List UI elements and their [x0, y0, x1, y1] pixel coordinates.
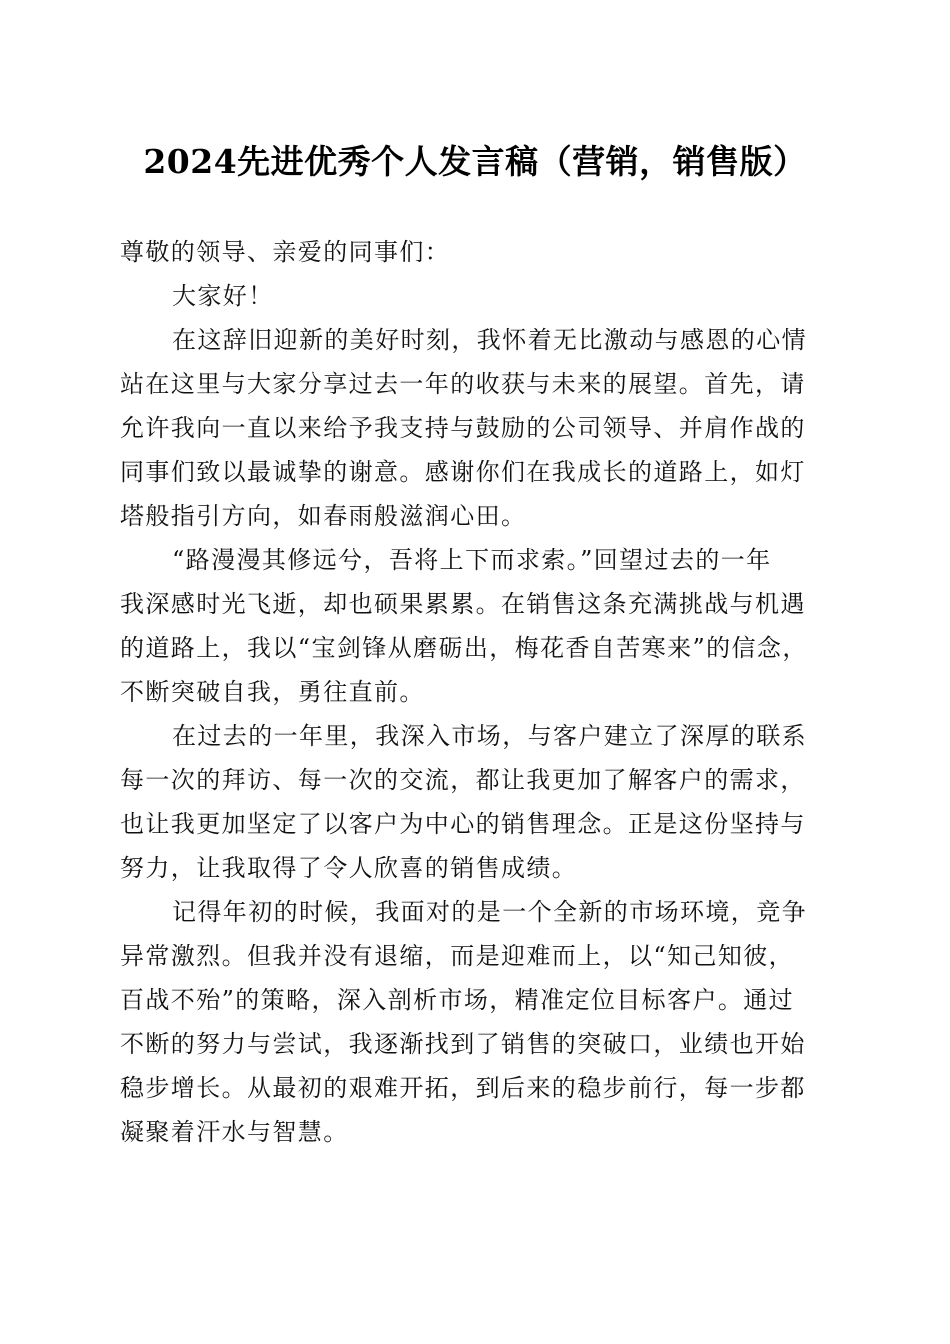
paragraph-line: 稳步增长。从最初的艰难开拓，到后来的稳步前行，每一步都 — [120, 1074, 806, 1102]
paragraph-line: 的道路上，我以“宝剑锋从磨砺出，梅花香自苦寒来”的信念， — [120, 634, 808, 662]
paragraph-line: 在过去的一年里，我深入市场，与客户建立了深厚的联系 — [172, 722, 807, 750]
paragraph-line: 凝聚着汗水与智慧。 — [120, 1118, 349, 1146]
paragraph-line: “路漫漫其修远兮，吾将上下而求索。”回望过去的一年 — [172, 546, 772, 574]
paragraph-line: 在这辞旧迎新的美好时刻，我怀着无比激动与感恩的心情 — [172, 326, 807, 354]
paragraph-line: 每一次的拜访、每一次的交流，都让我更加了解客户的需求， — [120, 766, 806, 794]
paragraph-line: 也让我更加坚定了以客户为中心的销售理念。正是这份坚持与 — [120, 810, 806, 838]
paragraph-line: 努力，让我取得了令人欣喜的销售成绩。 — [120, 854, 578, 882]
paragraph-line: 不断的努力与尝试，我逐渐找到了销售的突破口，业绩也开始 — [120, 1030, 806, 1058]
paragraph-line: 不断突破自我，勇往直前。 — [120, 678, 425, 706]
document-body — [120, 230, 832, 1154]
paragraph-line: 我深感时光飞逝，却也硕果累累。在销售这条充满挑战与机遇 — [120, 590, 806, 618]
paragraph-line: 允许我向一直以来给予我支持与鼓励的公司领导、并肩作战的 — [120, 414, 806, 442]
greeting-line: 大家好！ — [172, 282, 274, 310]
salutation-line: 尊敬的领导、亲爱的同事们： — [120, 238, 451, 266]
paragraph-line: 同事们致以最诚挚的谢意。感谢你们在我成长的道路上，如灯 — [120, 458, 806, 486]
paragraph-line: 站在这里与大家分享过去一年的收获与未来的展望。首先，请 — [120, 370, 806, 398]
paragraph-line: 异常激烈。但我并没有退缩，而是迎难而上，以“知己知彼， — [120, 942, 795, 970]
document-title: 2024先进优秀个人发言稿（营销，销售版） — [143, 142, 807, 181]
paragraph-line: 记得年初的时候，我面对的是一个全新的市场环境，竞争 — [172, 898, 807, 926]
paragraph-line: 百战不殆”的策略，深入剖析市场，精准定位目标客户。通过 — [120, 986, 795, 1014]
paragraph-line: 塔般指引方向，如春雨般滋润心田。 — [120, 502, 527, 530]
